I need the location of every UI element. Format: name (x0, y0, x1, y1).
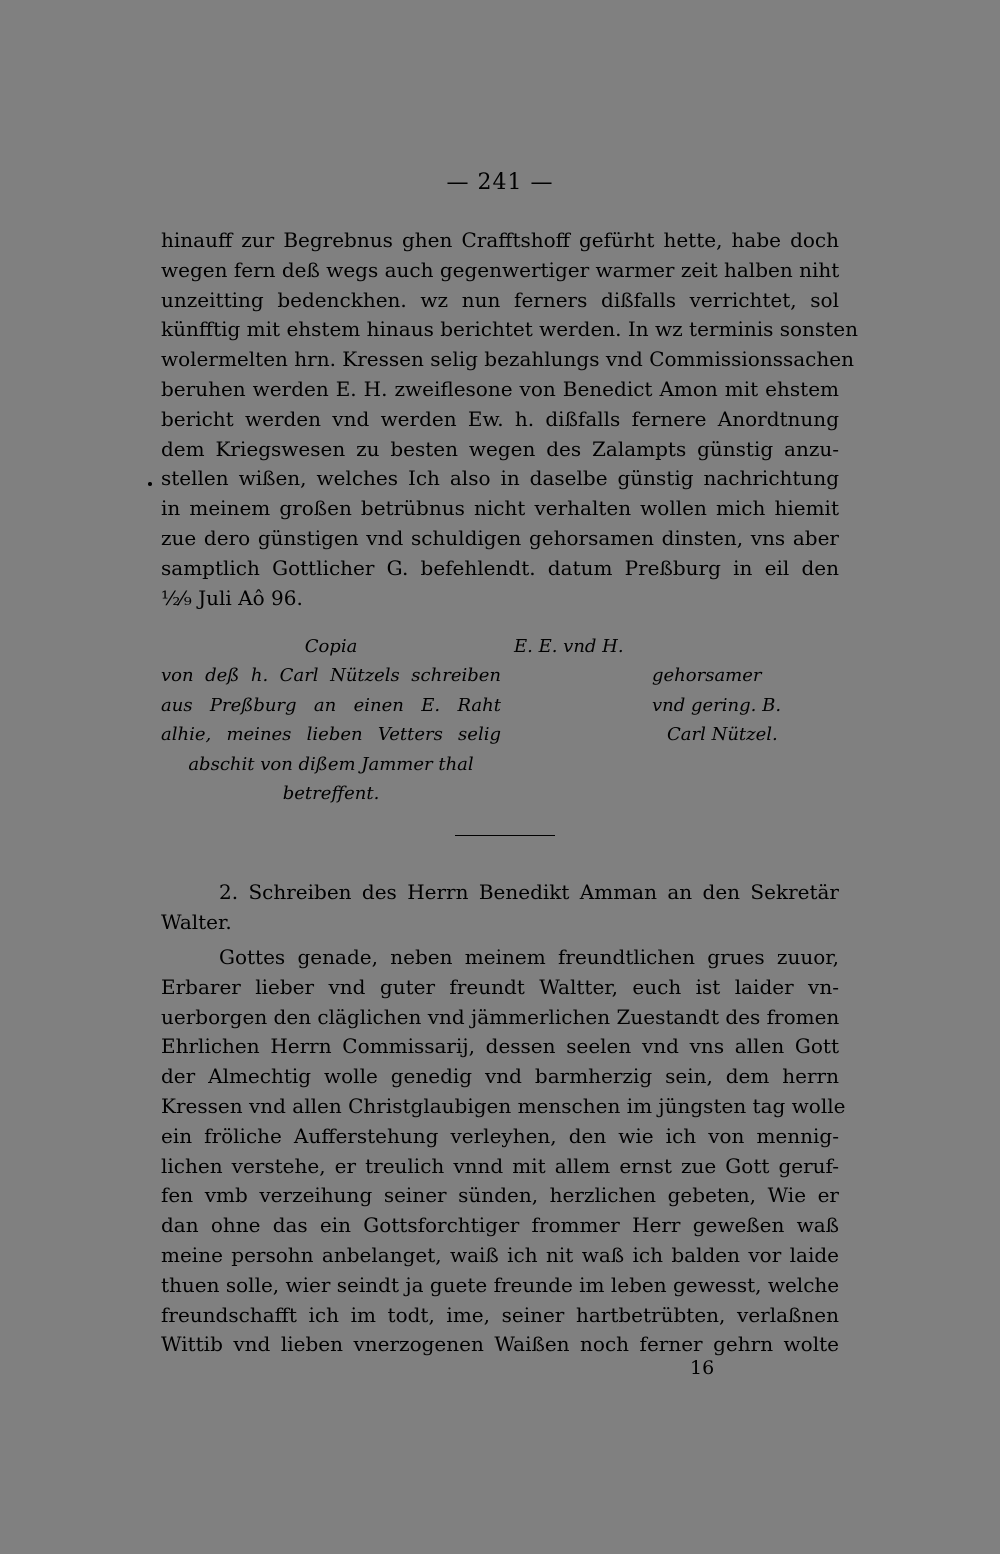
salutation: E. E. vnd H. (514, 636, 624, 657)
signature-line: gehorsamer (652, 665, 762, 687)
signature-mark: 16 (690, 1357, 715, 1379)
copia-line: alhie, meines lieben Vetters selig (161, 724, 501, 746)
section-heading (161, 878, 839, 938)
signer-name: Carl Nützel. (667, 724, 778, 746)
copia-note (161, 632, 501, 808)
text-line: Kressen vnd allen Christglaubigen menschen im jüngsten tag wolle (161, 1093, 846, 1118)
text-line: fen vmb verzeihung seiner sünden, herzlichen gebeten, Wie er (161, 1183, 839, 1208)
text-line: ein fröliche Aufferstehung verleyhen, den wie ich von mennig- (161, 1123, 839, 1148)
closing-signature (512, 632, 842, 750)
copia-line: von deß h. Carl Nützels schreiben (161, 665, 501, 687)
margin-mark (148, 482, 152, 486)
section-title-line: Walter. (161, 909, 232, 934)
text-line: Gottes genade, neben meinem freundtlichen grues zuuor, (219, 945, 839, 969)
text-line: freundschafft ich im todt, ime, seiner hartbetrübten, verlaßnen (161, 1302, 839, 1327)
text-line: thuen solle, wier seindt ja guete freunde im leben gewesst, welche (161, 1272, 840, 1297)
letter-paragraph-1 (161, 226, 858, 613)
text-line: lichen verstehe, er treulich vnnd mit allem ernst zue Gott geruf- (161, 1153, 839, 1178)
letter-paragraph-2 (161, 943, 846, 1360)
text-line: beruhen werden E. H. zweiflesone von Benedict Amon mit ehstem (161, 376, 839, 401)
date-line: ½⁄₉ Juli Aô 96. (161, 585, 303, 610)
copia-line: aus Preßburg an einen E. Raht (161, 694, 501, 716)
text-line: dan ohne das ein Gottsforchtiger frommer Herr geweßen waß (161, 1213, 839, 1238)
text-line: meine persohn anbelanget, waiß ich nit waß ich balden vor laide (161, 1242, 839, 1267)
text-line: bericht werden vnd werden Ew. h. dißfalls fernere Anordtnung (161, 406, 839, 431)
text-line: der Almechtig wolle genedig vnd barmherzig sein, dem herrn (161, 1064, 839, 1089)
text-line: zue dero günstigen vnd schuldigen gehorsamen dinsten, vns aber (161, 525, 839, 550)
text-line: samptlich Gottlicher G. befehlendt. datum Preßburg in eil den (161, 555, 839, 580)
page-number: — 241 — (446, 170, 554, 195)
section-title-line: 2. Schreiben des Herrn Benedikt Amman an den Sekretär (219, 880, 839, 904)
text-line: stellen wißen, welches Ich also in daselbe günstig nachrichtung (161, 466, 839, 491)
copia-line: betreffent. (282, 783, 380, 805)
text-line: wegen fern deß wegs auch gegenwertiger warmer zeit halben niht (161, 257, 840, 282)
signature-line: vnd gering. B. (652, 694, 782, 716)
copia-line: abschit von dißem Jammer thal (188, 753, 474, 775)
section-divider (455, 835, 555, 836)
text-line: dem Kriegswesen zu besten wegen des Zalampts günstig anzu- (161, 436, 839, 461)
text-line: Ehrlichen Herrn Commissarij, dessen seelen vnd vns allen Gott (161, 1034, 839, 1059)
text-line: in meinem großen betrübnus nicht verhalten wollen mich hiemit (161, 496, 839, 521)
text-line: uerborgen den cläglichen vnd jämmerlichen Zuestandt des fromen (161, 1004, 840, 1029)
text-line: Wittib vnd lieben vnerzogenen Waißen noch ferner gehrn wolte (161, 1332, 839, 1357)
text-line: Erbarer lieber vnd guter freundt Waltter, euch ist laider vn- (161, 974, 839, 999)
text-line: künfftig mit ehstem hinaus berichtet werden. In wz terminis sonsten (161, 317, 858, 342)
text-line: hinauff zur Begrebnus ghen Crafftshoff gefürht hette, habe doch (161, 228, 839, 252)
text-line: unzeitting bedenckhen. wz nun ferners dißfalls verrichtet, sol (161, 287, 839, 312)
text-line: wolermelten hrn. Kressen selig bezahlungs vnd Commissionssachen (161, 347, 854, 372)
copia-heading: Copia (304, 636, 358, 657)
